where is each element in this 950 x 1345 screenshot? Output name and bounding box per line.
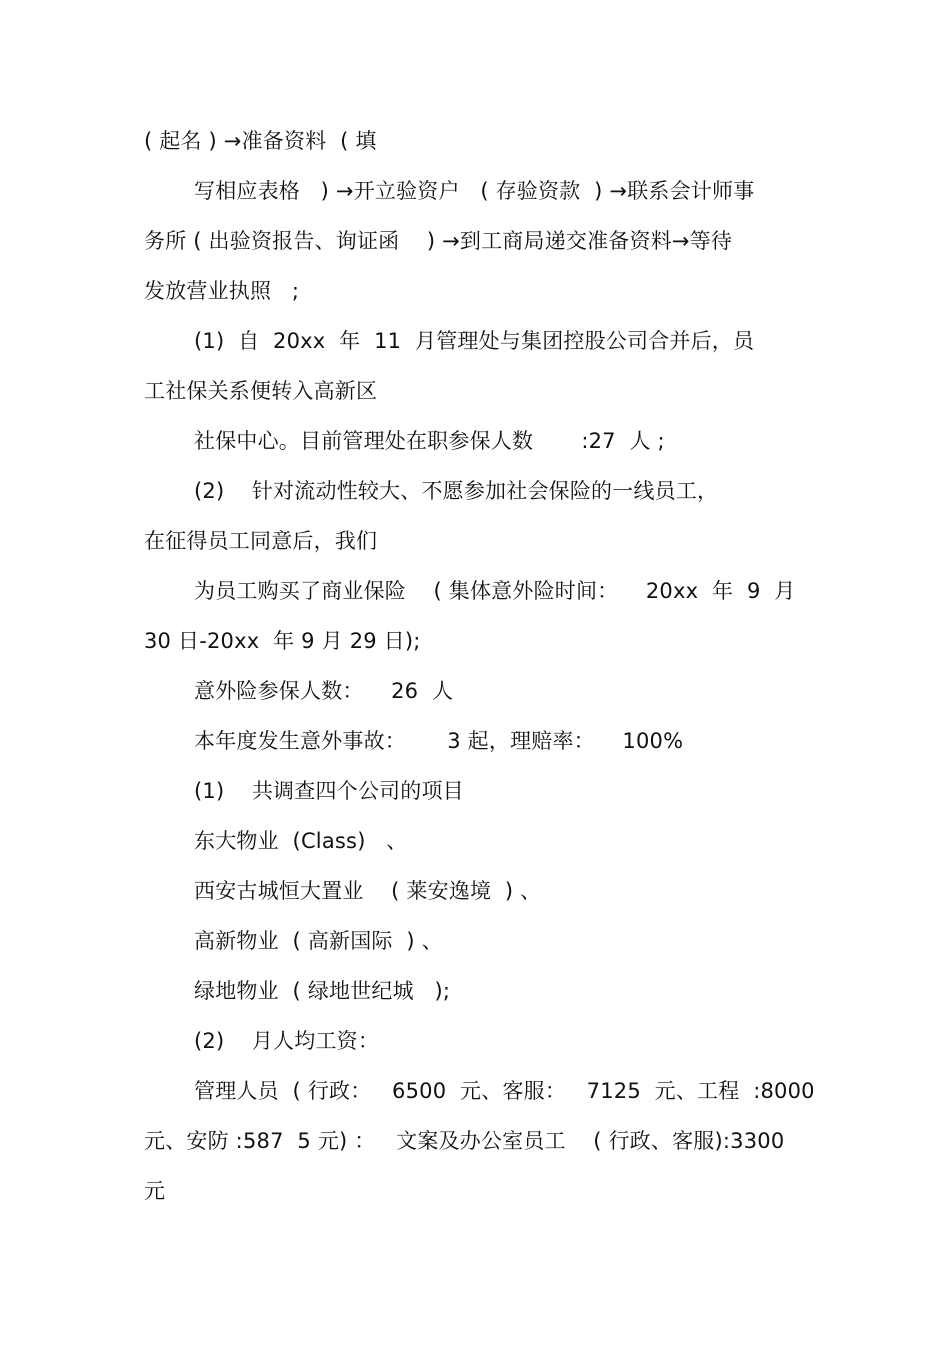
text-line: 30 日-20xx 年 9 月 29 日); bbox=[144, 629, 421, 653]
text-line: 社保中心。目前管理处在职参保人数 :27 人 ; bbox=[194, 429, 665, 453]
text-line: 发放营业执照 ; bbox=[144, 279, 300, 303]
text-line: 为员工购买了商业保险 ( 集体意外险时间： 20xx 年 9 月 bbox=[194, 579, 796, 603]
text-line: 元、安防 :587 5 元) ： 文案及办公室员工 ( 行政、客服):3300 bbox=[144, 1129, 785, 1153]
text-line: 本年度发生意外事故： 3 起，理赔率： 100% bbox=[194, 729, 684, 753]
text-line: (1) 自 20xx 年 11 月管理处与集团控股公司合并后，员 bbox=[194, 329, 755, 353]
text-line: 高新物业 ( 高新国际 ) 、 bbox=[194, 929, 443, 953]
text-line: 在征得员工同意后，我们 bbox=[144, 529, 378, 553]
text-line: ( 起名 ) →准备资料 ( 填 bbox=[144, 129, 377, 153]
text-line: (2) 针对流动性较大、不愿参加社会保险的一线员工， bbox=[194, 479, 719, 503]
text-line: 管理人员 ( 行政： 6500 元、客服： 7125 元、工程 :8000 bbox=[194, 1079, 815, 1103]
text-line: (2) 月人均工资： bbox=[194, 1029, 380, 1053]
text-line: 东大物业 (Class) 、 bbox=[194, 829, 408, 853]
text-line: 意外险参保人数： 26 人 bbox=[194, 679, 454, 703]
text-line: (1) 共调查四个公司的项目 bbox=[194, 779, 464, 803]
text-line: 工社保关系便转入高新区 bbox=[144, 379, 378, 403]
text-line: 绿地物业 ( 绿地世纪城 ); bbox=[194, 979, 451, 1003]
text-line: 写相应表格 ) →开立验资户 ( 存验资款 ) →联系会计师事 bbox=[194, 179, 755, 203]
text-line: 元 bbox=[144, 1179, 166, 1203]
text-line: 务所 ( 出验资报告、询证函 ) →到工商局递交准备资料→等待 bbox=[144, 229, 733, 253]
text-line: 西安古城恒大置业 ( 莱安逸境 ) 、 bbox=[194, 879, 542, 903]
